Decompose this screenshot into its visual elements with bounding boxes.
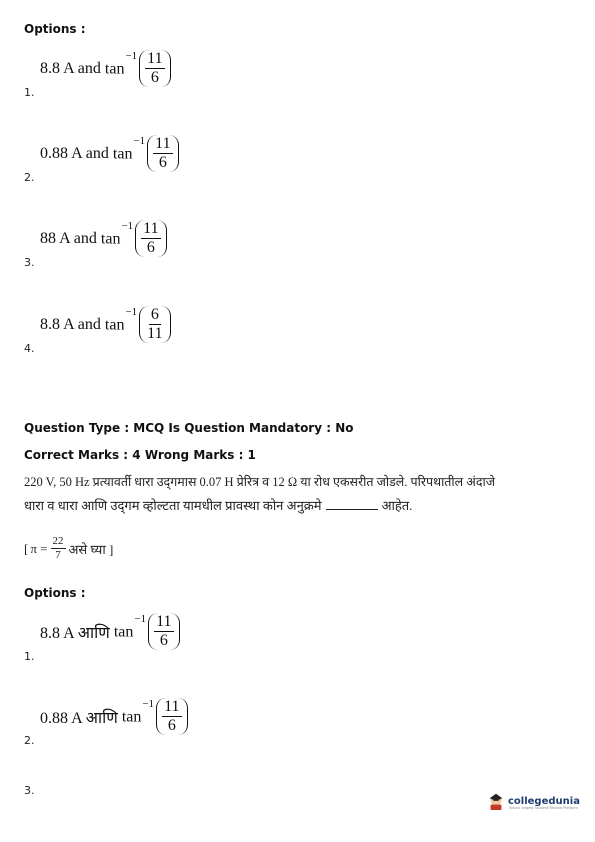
pi-fraction: $\frac{22}{7}$: [52, 535, 64, 561]
tan-function: $\tan^{-1}$: [113, 613, 147, 641]
question-line-1: 220 V, 50 Hz प्रत्यावर्ती धारा उद्‌गमास 0.07 H प्रेरित्र व 12 Ω या रोध एकसरीत जोडले. परिपथातील अंदाजे: [24, 475, 495, 489]
option-number: 4.: [24, 342, 35, 355]
option-number: 1.: [24, 650, 35, 663]
fraction: $\frac{11}{6}$: [147, 135, 178, 172]
option-text: 0.88 A आणि: [40, 709, 118, 727]
tan-function: $\tan^{-1}$: [100, 220, 134, 248]
option-text: 8.8 A and: [40, 59, 101, 77]
fraction: $\frac{11}{6}$: [156, 698, 187, 735]
option-text: 8.8 A आणि: [40, 624, 110, 642]
pi-hint: [ π = $\frac{22}{7}$ असे घ्या ]: [24, 535, 114, 561]
marks-line: Correct Marks : 4 Wrong Marks : 1: [24, 448, 256, 462]
option-1[interactable]: [40, 50, 171, 87]
option-number: 3.: [24, 784, 35, 797]
option-4[interactable]: [40, 306, 171, 343]
tan-function: $\tan^{-1}$: [104, 50, 138, 78]
question-text: [24, 470, 495, 518]
option-1-marathi[interactable]: [40, 613, 180, 650]
option-3[interactable]: [40, 220, 167, 257]
option-text: 0.88 A and: [40, 144, 109, 162]
tan-function: $\tan^{-1}$: [104, 306, 138, 334]
tan-function: $\tan^{-1}$: [112, 135, 146, 163]
options-heading: Options :: [24, 22, 86, 36]
fraction: $\frac{11}{6}$: [135, 220, 166, 257]
option-2[interactable]: [40, 135, 179, 172]
option-text: 8.8 A and: [40, 315, 101, 333]
fraction: $\frac{11}{6}$: [139, 50, 170, 87]
fraction: $\frac{6}{11}$: [139, 306, 170, 343]
collegedunia-logo: [487, 792, 580, 810]
option-text: 88 A and: [40, 229, 97, 247]
brand-tagline: India's largest Student Review Platform: [509, 806, 578, 810]
option-number: 3.: [24, 256, 35, 269]
mascot-icon: [487, 792, 505, 810]
answer-blank: [326, 499, 378, 510]
brand-name: collegedunia: [508, 795, 580, 807]
option-number: 1.: [24, 86, 35, 99]
options-heading: Options :: [24, 586, 86, 600]
tan-function: $\tan^{-1}$: [121, 698, 155, 726]
question-line-2: धारा व धारा आणि उद्‌गम व्होल्टता यामधील प्रावस्था कोन अनुक्रमे आहेत.: [24, 498, 413, 513]
question-type-line: Question Type : MCQ Is Question Mandatory : No: [24, 421, 354, 435]
option-2-marathi[interactable]: [40, 698, 188, 735]
option-number: 2.: [24, 171, 35, 184]
fraction: $\frac{11}{6}$: [148, 613, 179, 650]
option-number: 2.: [24, 734, 35, 747]
